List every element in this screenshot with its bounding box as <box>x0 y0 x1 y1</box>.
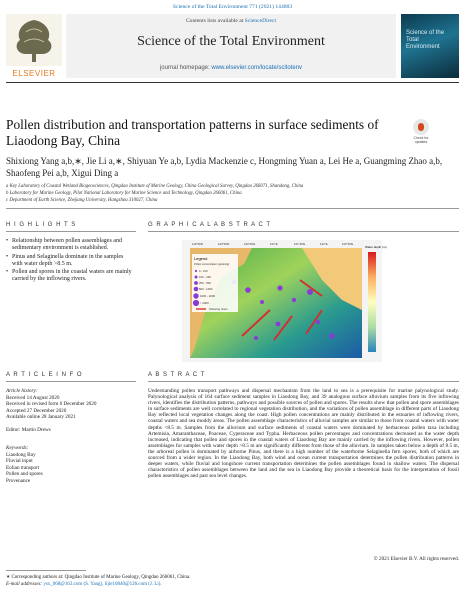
journal-homepage <box>66 65 396 71</box>
sample-dot <box>254 336 258 340</box>
journal-header <box>6 14 459 78</box>
affiliation-b: b Laboratory for Marine Geology, Pilot National Laboratory for Marine Science and Technology, Qingdao 266061, China <box>6 191 242 196</box>
sample-dot <box>276 322 281 327</box>
editor: Editor: Martin Drews <box>6 426 51 433</box>
sample-dot <box>292 298 296 302</box>
sample-dot <box>245 287 251 293</box>
abstract-text: Understanding pollen transport pathways and dispersal mechanism from the land to sea is a prerequisite for marine palynological study. Palynological analysis of 164 surface sediment samples in Liaodong Bay, and 39 analogous surface alluvium samples from its five inflowing rivers, identifies the distribution patterns, pathways and possible sources of pollen and spores. The results show that pollen and spore assemblages in surface sediments are well correlated to regional vegetation distribution, and the variations of pollen assemblage in different parts of Liaodong Bay reflected local vegetation changes along the coast. High pollen concentrations are mainly distributed in the estuaries of inflowing rivers, coastal waters and sea muddy areas. The pollen assemblage characteristics of alluvial samples are similar to those from coastal waters with water depths <8.5 m. Samples from the alluvium and surface sediments of coastal waters were dominated by herbaceous pollen taxa including Artemisia, Amaranthaceae, Poaceae, Cyperaceae and Typha. Herbaceous pollen percentages and concentrations decreased as the water depth increased, indicating that pollen and spores in the coastal waters of Liaodong Bay are mainly carried by the inflowing rivers. However, pollen assemblages for samples with water depth >8.5 m are significantly different from those of the alluvium. In samples taken below a depth of 8.5 m, the arboreal pollen is dominated by airborne Pinus, and there is a high number of the waterborne Selaginella fern spores, both of which are sourced from a wider region. In the Liaodong Bay, both wind and ocean current transportation determines the pollen distribution patterns in deeper waters, while fluvial and longshore current transportation determines the pollen assemblages found in shallow waters. The dispersal characteristics of pollen assemblages between the land and the sea in Liaodong Bay provide a theoretical basis for the interpretation of fossil pollen assemblages and past sea level changes. <box>148 388 459 480</box>
legend-item: > 2000 <box>200 301 209 305</box>
keyword: Liaodong Bay <box>6 451 36 458</box>
article-info-block <box>6 388 136 484</box>
legend-item: 500 - 1000 <box>199 287 213 291</box>
journal-reference[interactable]: Science of the Total Environment 771 (2021) 144883 <box>172 4 293 10</box>
footnote-rule <box>6 570 86 571</box>
sample-dot <box>307 289 313 295</box>
spacer <box>6 433 136 445</box>
affiliation-a: a Key Laboratory of Coastal Wetland Biogeosciences, Qingdao Institute of Marine Geology, China Geological Survey, Qingdao 266071, Shandong, China <box>6 184 304 189</box>
sample-dot <box>260 300 264 304</box>
history-online: Available online 28 January 2021 <box>6 414 76 420</box>
lon-tick-label: 121°E <box>270 242 278 246</box>
history-revised: Received in revised form 6 December 2020 <box>6 401 97 407</box>
sample-dot <box>316 320 320 324</box>
affiliations <box>6 183 456 204</box>
lon-tick-label: 122°30'E <box>342 242 354 246</box>
emails-label: E-mail addresses: <box>6 582 43 587</box>
check-updates-label: Check for updates <box>413 136 429 144</box>
legend-item: 250 - 500 <box>199 281 211 285</box>
legend-arrow-label: Inflowing rivers <box>209 307 228 311</box>
lon-tick-label: 120°00'E <box>218 242 230 246</box>
history-accepted: Accepted 27 December 2020 <box>6 407 67 414</box>
legend-marker <box>194 287 199 292</box>
check-for-updates-badge[interactable] <box>407 119 435 147</box>
lon-tick-label: 119°30'E <box>192 242 204 246</box>
email-links[interactable]: ysx_068@163.com (S. Yang), lijie10840@126.com (J. Li). <box>43 582 162 587</box>
cover-title: Science of the Total Environment <box>406 30 445 50</box>
elsevier-logo[interactable] <box>6 14 62 78</box>
copyright: © 2021 Elsevier B.V. All rights reserved. <box>373 556 459 562</box>
elsevier-wordmark: ELSEVIER <box>12 69 56 78</box>
legend-title: Legend <box>194 256 208 261</box>
lon-tick-label: 122°E <box>320 242 328 246</box>
legend-item: 100 - 250 <box>199 275 211 279</box>
keywords-label: Keywords: <box>6 445 29 451</box>
contents-line <box>66 18 396 24</box>
highlight-item: • Relationship between pollen assemblages and sedimentary environment is established. <box>6 238 134 253</box>
section-divider <box>6 208 459 209</box>
footnote <box>6 574 406 588</box>
legend-marker <box>194 281 198 285</box>
journal-cover-thumbnail[interactable] <box>401 14 459 78</box>
lon-tick-label: 121°30'E <box>294 242 306 246</box>
abstract-heading: A B S T R A C T <box>148 372 206 378</box>
corresponding-note: ∗ Corresponding authors at: Qingdao Institute of Marine Geology, Qingdao 266061, China. <box>6 575 191 580</box>
legend-item: 0 - 100 <box>199 269 208 273</box>
sciencedirect-link[interactable]: ScienceDirect <box>244 18 277 24</box>
journal-title[interactable]: Science of the Total Environment <box>137 34 325 49</box>
author-list[interactable]: Shixiong Yang a,b,∗, Jie Li a,∗, Shiyuan Ye a,b, Lydia Mackenzie c, Hongming Yuan a, Lei He a, Guangming Zhao a,b, Shaofeng Pei a,b, Xigui Ding a <box>6 156 443 178</box>
legend-marker <box>193 293 198 298</box>
affiliation-c: c Department of Earth Science, Zhejiang University, Hangzhou 310027, China <box>6 198 158 203</box>
bookmark-icon <box>413 119 429 135</box>
abstract-rule <box>148 381 459 382</box>
keyword: Provenance <box>6 477 31 484</box>
history-received: Received 14 August 2020 <box>6 394 60 401</box>
highlight-item: • Pollen and spores in the coastal waters are mainly carried by the inflowing rivers. <box>6 269 134 284</box>
graphical-abstract-rule <box>148 231 459 232</box>
legend-marker <box>195 276 198 279</box>
highlights-heading: H I G H L I G H T S <box>6 222 77 228</box>
article-title: Pollen distribution and transportation patterns in surface sediments of Liaodong Bay, China <box>6 117 379 148</box>
elsevier-tree-icon <box>6 14 62 66</box>
article-info-rule <box>6 381 136 382</box>
highlights-list <box>6 238 134 285</box>
legend-pollen-label: Pollen concentration (grains/g) <box>194 263 230 266</box>
legend-item: 1000 - 2000 <box>200 294 215 298</box>
sample-dot <box>329 333 334 338</box>
keyword: Fluvial input <box>6 458 33 464</box>
contents-prefix: Contents lists available at <box>185 18 244 24</box>
depth-scale-bar <box>368 252 376 352</box>
article-info-heading: A R T I C L E I N F O <box>6 372 83 378</box>
homepage-link[interactable]: www.elsevier.com/locate/scitotenv <box>211 65 303 71</box>
highlight-item: • Pinus and Selaginella dominate in the samples with water depth >8.5 m. <box>6 254 134 269</box>
sample-dot <box>277 285 282 290</box>
graphical-abstract-heading: G R A P H I C A L A B S T R A C T <box>148 222 272 228</box>
history-label: Article history: <box>6 388 38 394</box>
highlights-rule <box>6 231 136 232</box>
lon-tick-label: 120°30'E <box>244 242 256 246</box>
journal-masthead <box>66 14 396 78</box>
legend-marker <box>195 270 197 272</box>
depth-scale-label: Water depth (m) <box>365 245 387 249</box>
keyword: Pollen and spores <box>6 471 43 477</box>
header-divider <box>6 82 459 83</box>
email-line <box>6 581 406 588</box>
graphical-abstract-map[interactable] <box>182 240 387 362</box>
keyword: Eolian transport <box>6 464 40 471</box>
homepage-prefix: journal homepage: <box>159 65 210 71</box>
legend-marker <box>193 300 199 306</box>
